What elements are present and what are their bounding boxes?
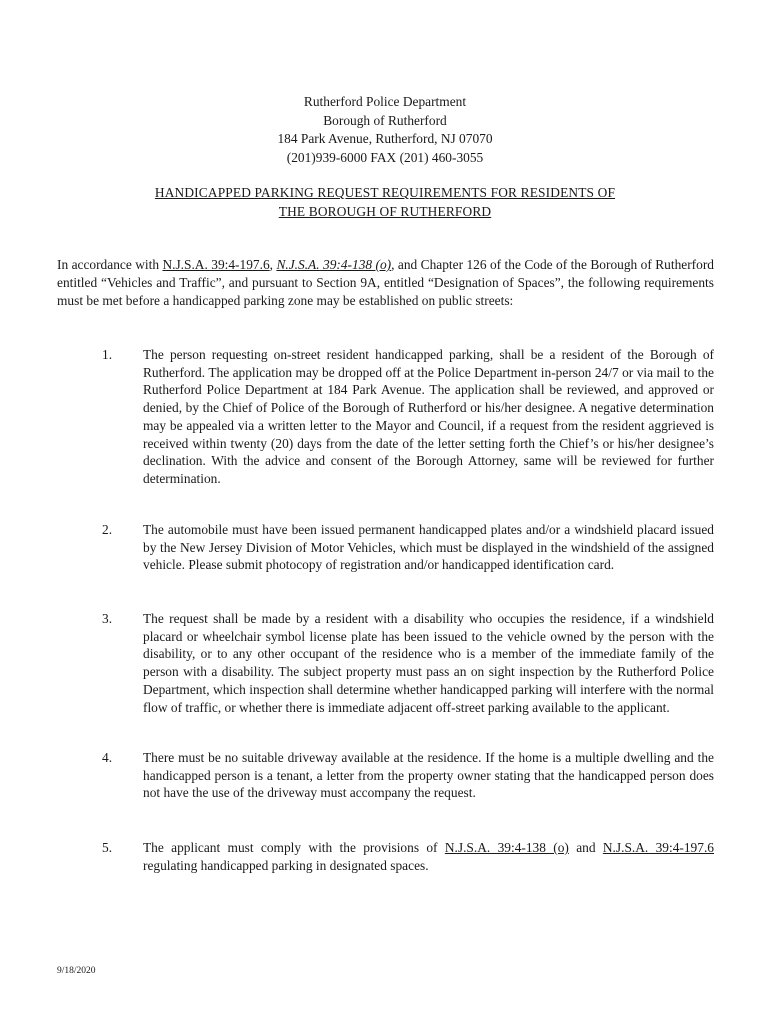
statute-link-197-6: N.J.S.A. 39:4-197.6 [602,840,714,855]
requirement-item-2 [57,521,714,574]
item-number: 4. [102,750,113,765]
revision-date: 9/18/2020 [57,966,96,976]
requirement-item-1 [57,346,714,488]
item-text [143,839,714,874]
requirement-item-5 [57,839,714,874]
intro-text-1: In accordance with [57,257,163,272]
document-title [0,184,770,221]
statute-link-138-o: N.J.S.A. 39:4-138 (o) [444,840,569,855]
item-number: 2. [102,522,113,537]
title-line-1: HANDICAPPED PARKING REQUEST REQUIREMENTS FOR RESIDENTS OF [154,185,616,200]
item-number: 1. [102,347,113,362]
item-5-text-2: and [568,840,603,855]
item-text: The automobile must have been issued permanent handicapped plates and/or a windshield placard issued by the New Jersey Division of Motor Vehicles, which must be displayed in the windshield of the assigned vehicle. Please submit photocopy of registration and/or handicapped identification card. [143,522,714,573]
item-number: 3. [102,611,113,626]
phone-fax: (201)939-6000 FAX (201) 460-3055 [286,149,484,165]
requirement-item-4 [57,749,714,802]
letterhead [0,93,770,167]
intro-text-3: , and Chapter 126 of the Code of the Borough of Rutherford entitled “Vehicles and Traffic”, and pursuant to Section 9A, entitled “Designation of Spaces”, the following requirements must be met before a handicapped parking zone may be established on public streets: [57,257,714,308]
item-text: There must be no suitable driveway available at the residence. If the home is a multiple dwelling and the handicapped person is a tenant, a letter from the property owner stating that the handicapped person does not have the use of the driveway must accompany the request. [143,750,714,801]
requirement-item-3 [57,610,714,716]
statute-link-197-6: N.J.S.A. 39:4-197.6 [162,257,270,272]
intro-paragraph [57,256,714,310]
item-5-text-3: regulating handicapped parking in designated spaces. [143,857,429,873]
intro-text-2: , [269,257,277,272]
department-name: Rutherford Police Department [303,94,467,109]
address: 184 Park Avenue, Rutherford, NJ 07070 [277,131,493,146]
item-text: The person requesting on-street resident handicapped parking, shall be a resident of the Borough of Rutherford. The application may be dropped off at the Police Department in-person 24/7 or via mail to the Rutherford Police Department at 184 Park Avenue. The application shall be reviewed, and approved or denied, by the Chief of Police of the Borough of Rutherford or his/her designee. A negative determination may be appealed via a written letter to the Mayor and Council, if a request from the resident aggrieved is received within twenty (20) days from the date of the letter setting forth the Chief’s or his/her designee’s declination. With the advice and consent of the Borough Attorney, same will be reviewed for further determination. [143,347,714,486]
title-line-2: THE BOROUGH OF RUTHERFORD [278,203,492,219]
borough-name: Borough of Rutherford [323,112,447,128]
item-5-text-1: The applicant must comply with the provisions of [143,840,445,855]
statute-link-138-o: N.J.S.A. 39:4-138 (o) [276,257,392,272]
item-number: 5. [102,840,113,855]
item-text: The request shall be made by a resident with a disability who occupies the residence, if a windshield placard or wheelchair symbol license plate has been issued to the vehicle owned by the person with the disability, or to any other occupant of the residence who is a member of the immediate family of the person with a disability. The subject property must pass an on sight inspection by the Rutherford Police Department, which inspection shall determine whether handicapped parking will interfere with the normal flow of traffic, or whether there is immediate adjacent off-street parking available to the applicant. [143,611,714,715]
